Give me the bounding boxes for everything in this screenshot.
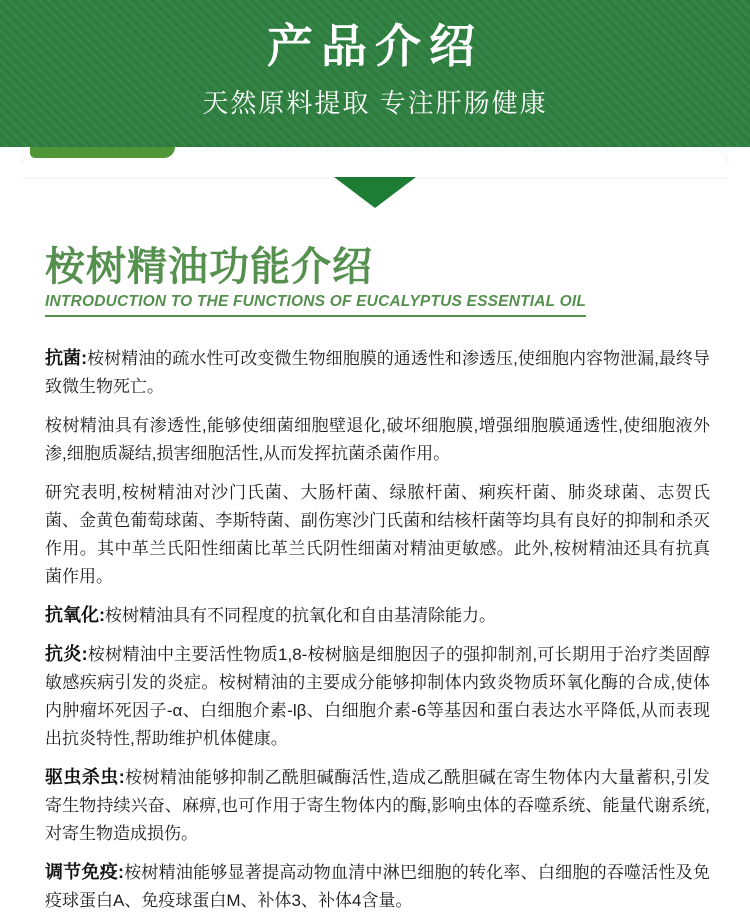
paragraph-label: 抗菌:	[45, 348, 88, 368]
paragraph-text: 桉树精油具有渗透性,能够使细菌细胞壁退化,破坏细胞膜,增强细胞膜通透性,使细胞液外渗,细胞质凝结,损害细胞活性,从而发挥抗菌杀菌作用。	[45, 416, 710, 463]
section-divider	[0, 173, 750, 236]
section-subtitle-english: INTRODUCTION TO THE FUNCTIONS OF EUCALYPTUS ESSENTIAL OIL	[45, 293, 586, 317]
card-cover	[0, 163, 750, 177]
paragraph-permeability	[45, 411, 710, 468]
paragraph-label: 抗炎:	[45, 644, 88, 664]
paragraph-antioxidant	[45, 601, 710, 630]
body-content	[45, 344, 710, 915]
card-top-edge	[0, 147, 750, 173]
paragraph-antiinflammatory	[45, 640, 710, 753]
paragraph-text: 研究表明,桉树精油对沙门氏菌、大肠杆菌、绿脓杆菌、痢疾杆菌、肺炎球菌、志贺氏菌、金黄色葡萄球菌、李斯特菌、副伤寒沙门氏菌和结核杆菌等均具有良好的抑制和杀灭作用。其中革兰氏阳性细菌比革兰氏阴性细菌对精油更敏感。此外,桉树精油还具有抗真菌作用。	[45, 483, 710, 586]
section-header	[45, 245, 705, 317]
page-subtitle: 天然原料提取 专注肝肠健康	[202, 87, 548, 118]
paragraph-label: 调节免疫:	[45, 862, 124, 882]
section-title: 桉树精油功能介绍	[45, 245, 373, 289]
paragraph-antibacterial	[45, 344, 710, 401]
paragraph-research	[45, 478, 710, 591]
paragraph-text: 桉树精油能够显著提高动物血清中淋巴细胞的转化率、白细胞的吞噬活性及免疫球蛋白A、免疫球蛋白M、补体3、补体4含量。	[45, 863, 711, 910]
paragraph-insecticidal	[45, 763, 710, 848]
paragraph-text: 桉树精油中主要活性物质1,8-桉树脑是细胞因子的强抑制剂,可长期用于治疗类固醇敏感疾病引发的炎症。桉树精油的主要成分能够抑制体内致炎物质环氧化酶的合成,使体内肿瘤坏死因子-α、白细胞介素-lβ、白细胞介素-6等基因和蛋白表达水平降低,从而表现出抗炎特性,帮助维护机体健康。	[45, 645, 710, 748]
paragraph-immune	[45, 858, 710, 915]
green-tab-decoration	[30, 147, 175, 158]
paragraph-text: 桉树精油能够抑制乙酰胆碱酶活性,造成乙酰胆碱在寄生物体内大量蓄积,引发寄生物持续兴奋、麻痹,也可作用于寄生物体内的酶,影响虫体的吞噬系统、能量代谢系统,对寄生物造成损伤。	[45, 768, 710, 843]
page-title: 产品介绍	[267, 20, 483, 72]
header-banner	[0, 0, 750, 147]
paragraph-text: 桉树精油的疏水性可改变微生物细胞膜的通透性和渗透压,使细胞内容物泄漏,最终导致微生物死亡。	[45, 349, 710, 396]
paragraph-label: 抗氧化:	[45, 605, 105, 625]
arrow-down-icon	[330, 174, 420, 208]
paragraph-text: 桉树精油具有不同程度的抗氧化和自由基清除能力。	[105, 606, 496, 625]
paragraph-label: 驱虫杀虫:	[45, 767, 125, 787]
